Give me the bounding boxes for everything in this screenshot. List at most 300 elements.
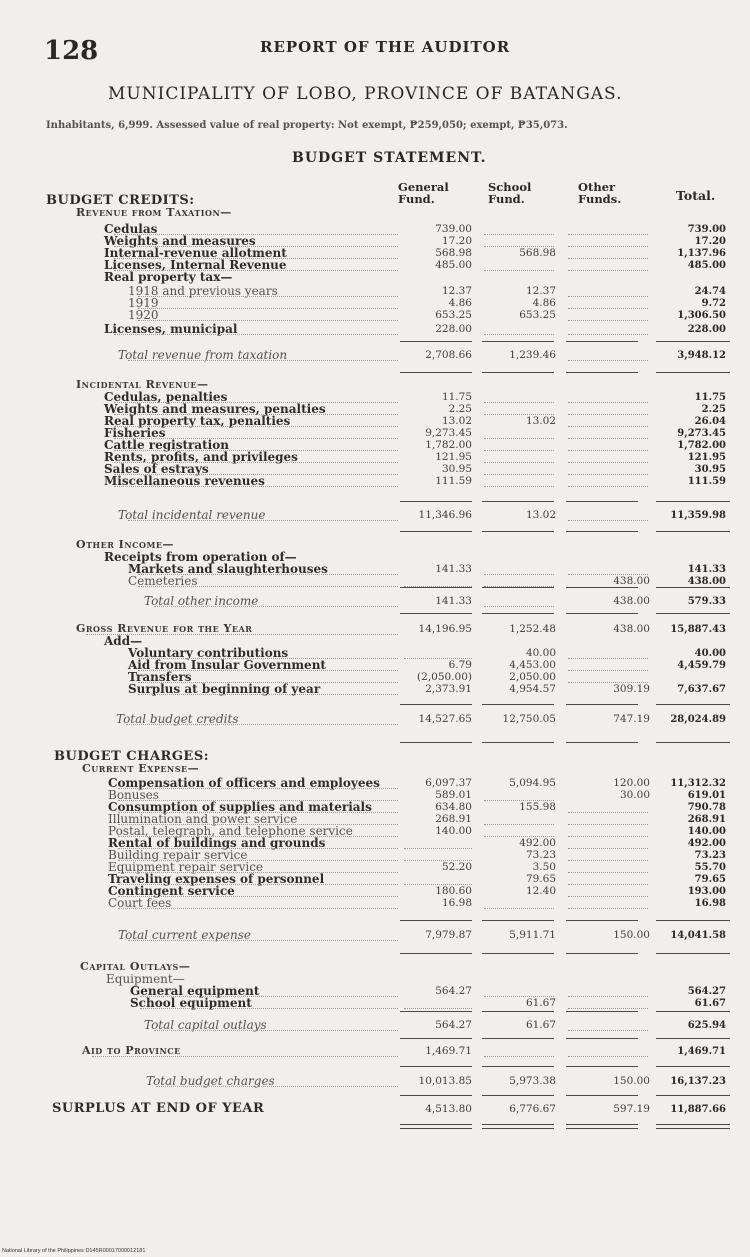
total-rule [566,920,638,921]
row-label: Markets and slaughterhouses [128,562,328,576]
cell-t: 790.78 [687,802,726,813]
row-label: Cedulas [104,222,158,236]
leader-dots [154,606,398,607]
empty-cell-dots [568,848,648,849]
empty-cell-dots [484,574,554,575]
total-rule [656,1038,730,1039]
row-label: Transfers [128,670,192,684]
empty-cell-dots [568,320,648,321]
cell-g: 268.91 [435,813,472,825]
total-rule [566,704,638,705]
empty-cell-dots [484,486,554,487]
cell-g: 14,196.95 [418,623,472,635]
cell-g: 228.00 [435,323,472,335]
cell-o: 438.00 [613,623,650,635]
total-rule [482,1124,554,1125]
row-label: Total capital outlays [144,1018,267,1032]
total-rule [482,953,554,954]
cell-s: 5,973.38 [509,1075,556,1087]
cell-t: 14,041.58 [670,930,726,941]
cell-s: 5,911.71 [509,929,556,941]
empty-cell-dots [568,450,648,451]
empty-cell-dots [568,360,648,361]
cell-t: 26.04 [694,416,726,427]
total-rule [566,1011,638,1012]
page-number: 128 [44,36,99,66]
leader-dots [138,308,398,309]
empty-cell-dots [484,234,554,235]
row-label: Total other income [144,594,259,608]
cell-t: 73.23 [694,850,726,861]
empty-cell-dots [484,908,554,909]
cell-g: 2,708.66 [425,349,472,361]
row-label: 1919 [128,296,159,310]
total-rule [566,1066,638,1067]
cell-g: 14,527.65 [418,713,472,725]
cell-t: 228.00 [687,324,726,335]
leader-dots [114,486,398,487]
cell-t: 121.95 [687,452,726,463]
row-label: Cattle registration [104,438,229,452]
cell-s: 5,094.95 [509,777,556,789]
cell-g: 16.98 [441,897,472,909]
cell-g: 12.37 [441,285,472,297]
cell-s: 79.65 [525,873,556,885]
cell-s: 4,954.57 [509,683,556,695]
row-label: Contingent service [108,884,235,898]
row-label: Current Expense— [82,762,200,775]
cell-g: 11.75 [441,391,472,403]
cell-t: 485.00 [687,260,726,271]
cell-t: 1,469.71 [677,1046,726,1057]
cell-g: 13.02 [441,415,472,427]
row-label: BUDGET CREDITS: [46,193,195,208]
cell-t: 1,782.00 [677,440,726,451]
row-label: Weights and measures [104,234,256,248]
leader-dots [118,908,398,909]
total-rule [656,613,730,614]
empty-cell-dots [568,824,648,825]
cell-s: 13.02 [525,509,556,521]
empty-cell-dots [484,606,554,607]
empty-cell-dots [568,670,648,671]
empty-cell-dots [568,520,648,521]
cell-s: 492.00 [519,837,556,849]
cell-g: 11,346.96 [418,509,472,521]
cell-t: 11,312.32 [670,778,726,789]
total-rule [566,501,638,502]
empty-cell-dots [484,334,554,335]
cell-o: 150.00 [613,929,650,941]
row-label: Sales of estrays [104,462,209,476]
row-label: Rents, profits, and privileges [104,450,298,464]
total-rule [656,1128,730,1129]
cell-g: (2,050.00) [417,671,472,683]
row-label: Equipment repair service [108,860,264,874]
leader-dots [138,586,398,587]
cell-t: 619.01 [687,790,726,801]
total-rule [400,341,472,342]
empty-cell-dots [568,474,648,475]
cell-t: 3,948.12 [677,350,726,361]
cell-s: 653.25 [519,309,556,321]
total-rule [400,587,472,588]
row-label: Total budget charges [146,1074,275,1088]
row-label: Incidental Revenue— [76,378,209,391]
total-rule [400,372,472,373]
cell-t: 17.20 [694,236,726,247]
row-label: Equipment— [106,972,185,986]
total-rule [400,531,472,532]
cell-t: 28,024.89 [670,714,726,725]
total-rule [482,920,554,921]
column-header-general: General Fund. [398,180,449,206]
row-label: Surplus at beginning of year [128,682,321,696]
cell-t: 579.33 [687,596,726,607]
cell-s: 3.50 [532,861,556,873]
row-label: Licenses, Internal Revenue [104,258,287,272]
total-rule [566,1038,638,1039]
total-rule [482,1038,554,1039]
cell-s: 155.98 [519,801,556,813]
empty-cell-dots [484,824,554,825]
total-rule [656,1011,730,1012]
total-rule [566,372,638,373]
cell-s: 568.98 [519,247,556,259]
cell-t: 625.94 [687,1020,726,1031]
column-header-other: Other Funds. [578,180,622,206]
row-label: Capital Outlays— [80,960,191,973]
cell-t: 40.00 [694,648,726,659]
empty-cell-dots [404,1008,472,1009]
total-rule [400,501,472,502]
row-label: Traveling expenses of personnel [108,872,325,886]
total-rule [482,1011,554,1012]
leader-dots [156,1086,398,1087]
total-rule [482,501,554,502]
total-rule [400,1095,472,1096]
row-label: Total revenue from taxation [118,348,288,362]
cell-t: 9,273.45 [677,428,726,439]
empty-cell-dots [568,1008,648,1009]
total-rule [400,1066,472,1067]
cell-s: 4,453.00 [509,659,556,671]
total-rule [566,1124,638,1125]
row-label: Voluntary contributions [128,646,289,660]
total-rule [656,742,730,743]
cell-t: 30.95 [694,464,726,475]
empty-cell-dots [568,234,648,235]
empty-cell-dots [568,896,648,897]
total-rule [482,587,554,588]
total-rule [482,704,554,705]
row-label: SURPLUS AT END OF YEAR [52,1101,265,1116]
total-rule [656,501,730,502]
cell-t: 268.91 [687,814,726,825]
leader-dots [126,724,398,725]
empty-cell-dots [404,848,472,849]
cell-s: 73.23 [525,849,556,861]
cell-s: 13.02 [525,415,556,427]
row-label: Total budget credits [116,712,239,726]
cell-o: 120.00 [613,777,650,789]
cell-t: 9.72 [701,298,726,309]
total-rule [566,587,638,588]
total-rule [482,531,554,532]
empty-cell-dots [568,884,648,885]
empty-cell-dots [568,438,648,439]
cell-g: 6.79 [448,659,472,671]
cell-s: 12,750.05 [502,713,556,725]
total-rule [400,953,472,954]
leader-dots [128,940,398,941]
leader-dots [92,1056,398,1057]
row-label: Miscellaneous revenues [104,474,265,488]
cell-g: 2.25 [448,403,472,415]
row-label: Other Income— [76,538,174,551]
column-header-total: Total. [676,188,716,203]
empty-cell-dots [568,308,648,309]
cell-s: 12.40 [525,885,556,897]
row-label: Receipts from operation of— [104,550,297,564]
cell-t: 141.33 [687,564,726,575]
leader-dots [138,296,398,297]
cell-t: 11,887.66 [670,1104,726,1115]
cell-t: 492.00 [687,838,726,849]
empty-cell-dots [484,462,554,463]
cell-o: 150.00 [613,1075,650,1087]
cell-g: 4,513.80 [425,1103,472,1115]
cell-t: 1,137.96 [677,248,726,259]
column-header-school: School Fund. [488,180,532,206]
empty-cell-dots [568,1056,648,1057]
footer-credit: National Library of the Philippines D145R00017000012181 [2,1248,146,1254]
cell-t: 16.98 [694,898,726,909]
total-rule [566,341,638,342]
leader-dots [154,1030,398,1031]
total-rule [400,920,472,921]
cell-g: 564.27 [435,985,472,997]
total-rule [400,704,472,705]
leader-dots [128,520,398,521]
empty-cell-dots [568,1030,648,1031]
empty-cell-dots [568,414,648,415]
cell-t: 61.67 [694,998,726,1009]
cell-s: 2,050.00 [509,671,556,683]
cell-s: 4.86 [532,297,556,309]
leader-dots [138,320,398,321]
total-rule [400,742,472,743]
cell-g: 589.01 [435,789,472,801]
total-rule [566,613,638,614]
total-rule [656,1095,730,1096]
cell-g: 121.95 [435,451,472,463]
row-label: Licenses, municipal [104,322,238,336]
cell-g: 140.00 [435,825,472,837]
row-label: Building repair service [108,848,248,862]
cell-t: 193.00 [687,886,726,897]
empty-cell-dots [484,438,554,439]
total-rule [656,953,730,954]
cell-t: 140.00 [687,826,726,837]
empty-cell-dots [568,486,648,487]
cell-t: 1,306.50 [677,310,726,321]
cell-t: 24.74 [694,286,726,297]
cell-s: 61.67 [525,997,556,1009]
total-rule [400,1038,472,1039]
empty-cell-dots [568,872,648,873]
row-label: Add— [104,634,143,648]
empty-cell-dots [568,836,648,837]
cell-o: 747.19 [613,713,650,725]
empty-cell-dots [484,474,554,475]
row-label: Postal, telegraph, and telephone service [108,824,353,838]
cell-t: 564.27 [687,986,726,997]
statement-title: BUDGET STATEMENT. [292,150,487,166]
empty-cell-dots [484,402,554,403]
cell-g: 7,979.87 [425,929,472,941]
row-label: Internal-revenue allotment [104,246,287,260]
cell-g: 180.60 [435,885,472,897]
total-rule [656,531,730,532]
row-label: Consumption of supplies and materials [108,800,372,814]
running-head: REPORT OF THE AUDITOR [260,38,511,56]
cell-s: 1,252.48 [509,623,556,635]
total-rule [482,1066,554,1067]
empty-cell-dots [568,270,648,271]
leader-dots [114,334,398,335]
cell-s: 1,239.46 [509,349,556,361]
row-label: Real property tax— [104,270,233,284]
cell-t: 111.59 [687,476,726,487]
total-rule [482,372,554,373]
total-rule [656,1124,730,1125]
row-label: Cemeteries [128,574,198,588]
cell-t: 79.65 [694,874,726,885]
cell-t: 16,137.23 [670,1076,726,1087]
cell-g: 653.25 [435,309,472,321]
row-label: General equipment [130,984,260,998]
row-label: Real property tax, penalties [104,414,291,428]
leader-dots [138,694,398,695]
cell-t: 55.70 [694,862,726,873]
empty-cell-dots [568,426,648,427]
leader-dots [118,788,398,789]
row-label: Bonuses [108,788,159,802]
cell-t: 7,637.67 [677,684,726,695]
row-label: Cedulas, penalties [104,390,228,404]
total-rule [656,920,730,921]
row-label: Compensation of officers and employees [108,776,380,790]
cell-t: 11.75 [694,392,726,403]
cell-s: 40.00 [525,647,556,659]
cell-o: 438.00 [613,575,650,587]
row-label: 1918 and previous years [128,284,278,298]
total-rule [566,1095,638,1096]
cell-t: 739.00 [687,224,726,235]
total-rule [566,953,638,954]
total-rule [656,1066,730,1067]
cell-g: 10,013.85 [418,1075,472,1087]
empty-cell-dots [568,246,648,247]
total-rule [400,1124,472,1125]
empty-cell-dots [568,402,648,403]
empty-cell-dots [568,258,648,259]
total-rule [482,613,554,614]
cell-g: 141.33 [435,595,472,607]
cell-g: 1,469.71 [425,1045,472,1057]
total-rule [400,1128,472,1129]
total-rule [656,704,730,705]
empty-cell-dots [568,860,648,861]
cell-g: 485.00 [435,259,472,271]
row-label: Fisheries [104,426,166,440]
empty-cell-dots [568,334,648,335]
total-rule [566,531,638,532]
total-rule [656,372,730,373]
total-rule [400,1011,472,1012]
cell-s: 61.67 [525,1019,556,1031]
total-rule [482,341,554,342]
row-label: Revenue from Taxation— [76,206,232,219]
row-label: Weights and measures, penalties [104,402,326,416]
total-rule [656,341,730,342]
cell-g: 568.98 [435,247,472,259]
row-label: Aid to Province [82,1044,181,1057]
cell-o: 438.00 [613,595,650,607]
cell-t: 2.25 [701,404,726,415]
cell-g: 17.20 [441,235,472,247]
cell-g: 564.27 [435,1019,472,1031]
cell-t: 4,459.79 [677,660,726,671]
total-rule [566,742,638,743]
cell-g: 634.80 [435,801,472,813]
cell-g: 2,373.91 [425,683,472,695]
cell-t: 15,887.43 [670,624,726,635]
empty-cell-dots [484,450,554,451]
cell-s: 6,776.67 [509,1103,556,1115]
cell-t: 11,359.98 [670,510,726,521]
total-rule [482,1128,554,1129]
total-rule [656,587,730,588]
row-label: BUDGET CHARGES: [54,749,210,764]
empty-cell-dots [484,270,554,271]
cell-g: 141.33 [435,563,472,575]
cell-o: 309.19 [613,683,650,695]
inhabitants-line: Inhabitants, 6,999. Assessed value of real property: Not exempt, ₱259,050; exempt, ₱35,073. [46,120,568,131]
empty-cell-dots [568,908,648,909]
cell-g: 4.86 [448,297,472,309]
cell-g: 6,097.37 [425,777,472,789]
cell-t: 438.00 [687,576,726,587]
total-rule [482,1095,554,1096]
cell-g: 1,782.00 [425,439,472,451]
cell-s: 12.37 [525,285,556,297]
empty-cell-dots [568,462,648,463]
empty-cell-dots [484,1056,554,1057]
empty-cell-dots [568,658,648,659]
row-label: Gross Revenue for the Year [76,622,253,635]
row-label: Rental of buildings and grounds [108,836,326,850]
row-label: Total current expense [118,928,251,942]
row-label: Court fees [108,896,172,910]
cell-g: 30.95 [441,463,472,475]
total-rule [482,742,554,743]
total-rule [400,613,472,614]
leader-dots [140,1008,398,1009]
cell-o: 597.19 [613,1103,650,1115]
cell-g: 111.59 [435,475,472,487]
